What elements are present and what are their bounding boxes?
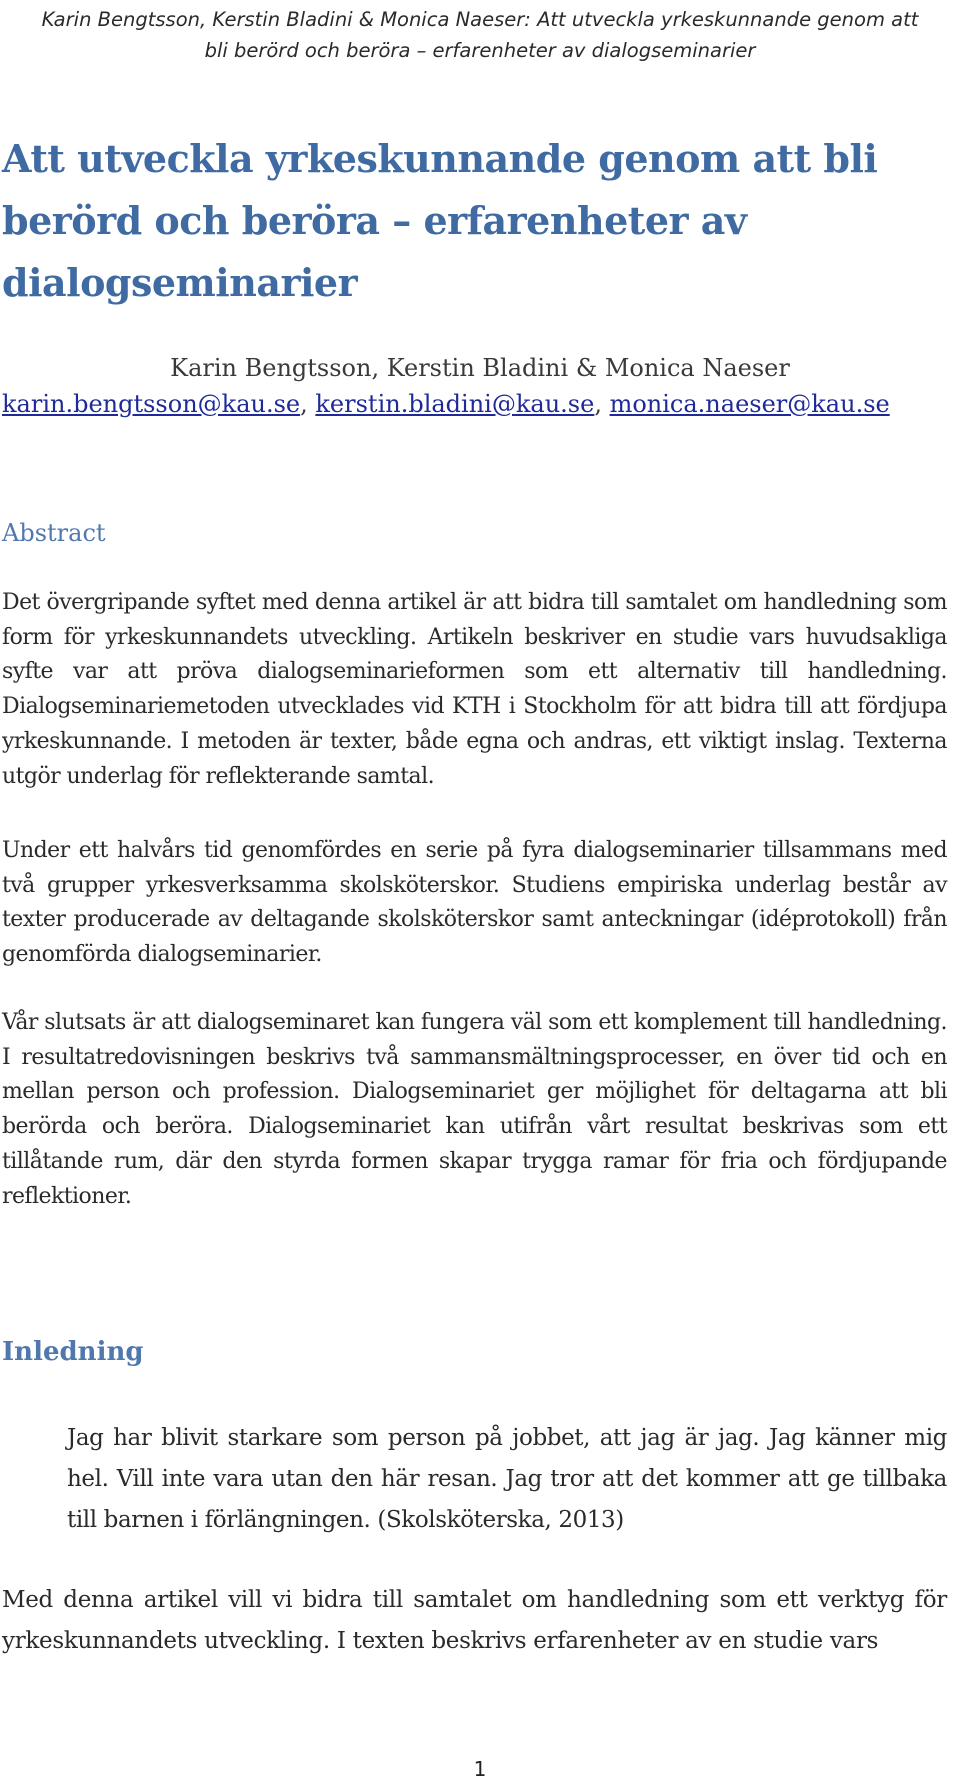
abstract-paragraph-3: Vår slutsats är att dialogseminaret kan fungera väl som ett komplement till handledning. I resultatredovisningen beskrivs två sammansmältningsprocesser, en över tid och en mellan person och profession. Dialogseminariet ger möjlighet för deltagarna att bli berörda och beröra. Dialogseminariet kan utifrån vårt resultat beskrivas som ett tillåtande rum, där den styrda formen skapar trygga ramar för fria och fördjupande reflektioner. [2, 1010, 947, 1209]
running-header-line-2: bli berörd och beröra – erfarenheter av dialogseminarier [204, 39, 756, 62]
email-separator: , [300, 390, 316, 418]
author-emails [2, 388, 947, 420]
email-separator: , [594, 390, 610, 418]
email-link-karin[interactable]: karin.bengtsson@kau.se [2, 390, 301, 418]
running-header [0, 4, 960, 66]
abstract-paragraph-2: Under ett halvårs tid genomfördes en serie på fyra dialogseminarier tillsammans med två grupper yrkesverksamma skolsköterskor. Studiens empiriska underlag består av texter producerade av deltagande skolsköterskor samt anteckningar (idéprotokoll) från genomförda dialogseminarier. [2, 838, 947, 968]
introduction-heading: Inledning [2, 1337, 144, 1367]
abstract-heading: Abstract [2, 519, 106, 547]
introduction-paragraph: Med denna artikel vill vi bidra till samtalet om handledning som ett verktyg för yrkeskunnandets utveckling. I texten beskrivs erfarenheter av en studie vars [2, 1587, 947, 1654]
running-header-line-1: Karin Bengtsson, Kerstin Bladini & Monica Naeser: Att utveckla yrkeskunnande genom att [41, 8, 919, 31]
abstract-paragraph-1: Det övergripande syftet med denna artikel är att bidra till samtalet om handledning som form för yrkeskunnandets utveckling. Artikeln beskriver en studie vars huvudsakliga syfte var att pröva dialogseminarieformen som ett alternativ till handledning. Dialogseminariemetoden utvecklades vid KTH i Stockholm för att bidra till att fördjupa yrkeskunnande. I metoden är texter, både egna och andras, ett viktigt inslag. Texterna utgör underlag för reflekterande samtal. [2, 590, 947, 789]
article-authors: Karin Bengtsson, Kerstin Bladini & Monica Naeser [170, 354, 790, 382]
page-number: 1 [473, 1757, 487, 1781]
introduction-quote: Jag har blivit starkare som person på jobbet, att jag är jag. Jag känner mig hel. Vill inte vara utan den här resan. Jag tror att det kommer att ge tillbaka till barnen i förlängningen. (Skolsköterska, 2013) [67, 1425, 947, 1533]
article-title: Att utveckla yrkeskunnande genom att bli berörd och beröra – erfarenheter av dialogseminarier [2, 136, 878, 305]
email-link-kerstin[interactable]: kerstin.bladini@kau.se [315, 390, 595, 418]
email-link-monica[interactable]: monica.naeser@kau.se [609, 390, 890, 418]
